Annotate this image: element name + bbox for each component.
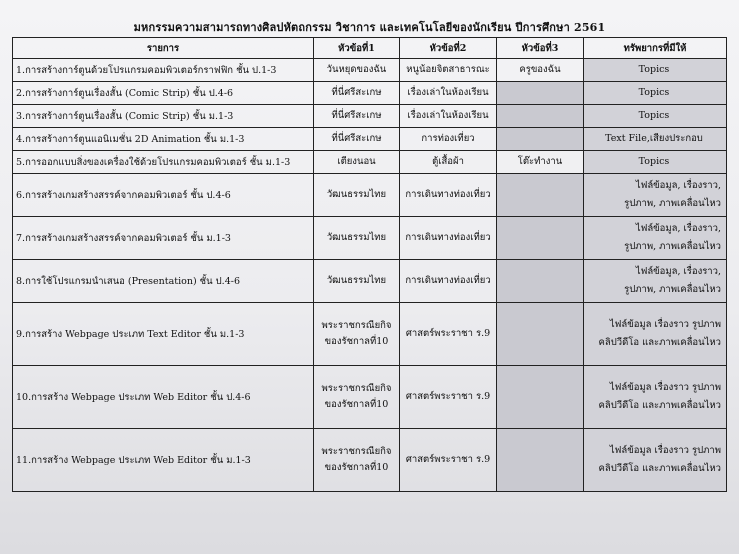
topic-2-cell: ศาสตร์พระราชา ร.9 xyxy=(400,366,497,429)
header-topic-3: หัวข้อที่3 xyxy=(497,38,584,59)
resources-line-1: ไฟล์ข้อมูล เรื่องราว รูปภาพ xyxy=(609,319,721,331)
item-cell: 9.การสร้าง Webpage ประเภท Text Editor ชั้น ม.1-3 xyxy=(13,303,314,366)
topic-3-cell xyxy=(497,429,584,492)
resources-cell: Text File,เสียงประกอบ xyxy=(584,128,727,151)
item-cell: 10.การสร้าง Webpage ประเภท Web Editor ชั้น ป.4-6 xyxy=(13,366,314,429)
topic-2-cell: ศาสตร์พระราชา ร.9 xyxy=(400,429,497,492)
topic-3-cell xyxy=(497,366,584,429)
table-row xyxy=(13,217,727,260)
resources-line-2: คลิปวีดีโอ และภาพเคลื่อนไหว xyxy=(598,400,721,411)
topic-1-cell: วัฒนธรรมไทย xyxy=(314,217,400,260)
topic-2-cell: หนูน้อยจิตสาธารณะ xyxy=(400,59,497,82)
table-row xyxy=(13,366,727,429)
topic-1-line-2: ของรัชกาลที่10 xyxy=(324,462,389,473)
table-row xyxy=(13,82,727,105)
item-cell: 5.การออกแบบสิ่งของเครื่องใช้ด้วยโปรแกรมคอมพิวเตอร์ ชั้น ม.1-3 xyxy=(13,151,314,174)
resources-cell xyxy=(584,429,727,492)
header-item: รายการ xyxy=(13,38,314,59)
competition-table xyxy=(12,37,727,492)
topic-1-cell: วัฒนธรรมไทย xyxy=(314,260,400,303)
topic-3-cell xyxy=(497,260,584,303)
topic-3-cell xyxy=(497,82,584,105)
topic-1-line-2: ของรัชกาลที่10 xyxy=(324,399,389,410)
resources-line-2: คลิปวีดีโอ และภาพเคลื่อนไหว xyxy=(598,337,721,348)
resources-cell xyxy=(584,303,727,366)
topic-1-cell xyxy=(314,366,400,429)
topic-3-cell xyxy=(497,303,584,366)
table-header-row xyxy=(13,38,727,59)
item-cell: 4.การสร้างการ์ตูนแอนิเมชั่น 2D Animation ชั้น ม.1-3 xyxy=(13,128,314,151)
topic-2-cell: การเดินทางท่องเที่ยว xyxy=(400,260,497,303)
table-row xyxy=(13,174,727,217)
page-title: มหกรรมความสามารถทางศิลปหัตถกรรม วิชาการ และเทคโนโลยีของนักเรียน ปีการศึกษา 2561 xyxy=(133,21,606,34)
topic-2-cell: การเดินทางท่องเที่ยว xyxy=(400,217,497,260)
topic-3-cell xyxy=(497,174,584,217)
resources-line-1: ไฟล์ข้อมูล, เรื่องราว, xyxy=(635,223,721,235)
topic-1-cell: ที่นี่ศรีสะเกษ xyxy=(314,105,400,128)
resources-cell xyxy=(584,174,727,217)
topic-3-cell xyxy=(497,105,584,128)
resources-cell xyxy=(584,366,727,429)
topic-3-cell: โต๊ะทำงาน xyxy=(497,151,584,174)
table-row xyxy=(13,59,727,82)
resources-cell xyxy=(584,217,727,260)
topic-1-cell: วันหยุดของฉัน xyxy=(314,59,400,82)
topic-3-cell: ครูของฉัน xyxy=(497,59,584,82)
item-cell: 7.การสร้างเกมสร้างสรรค์จากคอมพิวเตอร์ ชั้น ม.1-3 xyxy=(13,217,314,260)
table-row xyxy=(13,260,727,303)
item-cell: 8.การใช้โปรแกรมนำเสนอ (Presentation) ชั้น ป.4-6 xyxy=(13,260,314,303)
resources-line-1: ไฟล์ข้อมูล, เรื่องราว, xyxy=(635,266,721,278)
resources-line-2: รูปภาพ, ภาพเคลื่อนไหว xyxy=(624,284,721,295)
topic-1-cell: ที่นี่ศรีสะเกษ xyxy=(314,128,400,151)
resources-line-2: คลิปวีดีโอ และภาพเคลื่อนไหว xyxy=(598,463,721,474)
resources-cell xyxy=(584,260,727,303)
header-topic-1: หัวข้อที่1 xyxy=(314,38,400,59)
resources-line-2: รูปภาพ, ภาพเคลื่อนไหว xyxy=(624,241,721,252)
resources-line-1: ไฟล์ข้อมูล เรื่องราว รูปภาพ xyxy=(609,445,721,457)
topic-2-cell: การเดินทางท่องเที่ยว xyxy=(400,174,497,217)
item-cell: 1.การสร้างการ์ตูนด้วยโปรแกรมคอมพิวเตอร์กราฟฟิก ชั้น ป.1-3 xyxy=(13,59,314,82)
topic-1-cell xyxy=(314,303,400,366)
resources-cell: Topics xyxy=(584,82,727,105)
topic-1-cell: เตียงนอน xyxy=(314,151,400,174)
topic-2-cell: ตู้เสื้อผ้า xyxy=(400,151,497,174)
topic-2-cell: การท่องเที่ยว xyxy=(400,128,497,151)
topic-3-cell xyxy=(497,128,584,151)
table-row xyxy=(13,303,727,366)
header-resources: ทรัพยากรที่มีให้ xyxy=(584,38,727,59)
table-row xyxy=(13,128,727,151)
item-cell: 2.การสร้างการ์ตูนเรื่องสั้น (Comic Strip) ชั้น ป.4-6 xyxy=(13,82,314,105)
topic-2-cell: เรื่องเล่าในห้องเรียน xyxy=(400,82,497,105)
table-row xyxy=(13,105,727,128)
topic-1-line-1: พระราชกรณียกิจ xyxy=(321,319,392,331)
table-row xyxy=(13,151,727,174)
topic-1-cell: ที่นี่ศรีสะเกษ xyxy=(314,82,400,105)
resources-cell: Topics xyxy=(584,105,727,128)
table-row xyxy=(13,429,727,492)
topic-1-line-2: ของรัชกาลที่10 xyxy=(324,336,389,347)
topic-2-cell: เรื่องเล่าในห้องเรียน xyxy=(400,105,497,128)
resources-line-2: รูปภาพ, ภาพเคลื่อนไหว xyxy=(624,198,721,209)
resources-cell: Topics xyxy=(584,151,727,174)
topic-1-cell xyxy=(314,429,400,492)
item-cell: 6.การสร้างเกมสร้างสรรค์จากคอมพิวเตอร์ ชั้น ป.4-6 xyxy=(13,174,314,217)
resources-cell: Topics xyxy=(584,59,727,82)
topic-1-line-1: พระราชกรณียกิจ xyxy=(321,382,392,394)
topic-1-line-1: พระราชกรณียกิจ xyxy=(321,445,392,457)
resources-line-1: ไฟล์ข้อมูล, เรื่องราว, xyxy=(635,180,721,192)
topic-2-cell: ศาสตร์พระราชา ร.9 xyxy=(400,303,497,366)
resources-line-1: ไฟล์ข้อมูล เรื่องราว รูปภาพ xyxy=(609,382,721,394)
topic-1-cell: วัฒนธรรมไทย xyxy=(314,174,400,217)
item-cell: 3.การสร้างการ์ตูนเรื่องสั้น (Comic Strip) ชั้น ม.1-3 xyxy=(13,105,314,128)
topic-3-cell xyxy=(497,217,584,260)
header-topic-2: หัวข้อที่2 xyxy=(400,38,497,59)
item-cell: 11.การสร้าง Webpage ประเภท Web Editor ชั้น ม.1-3 xyxy=(13,429,314,492)
